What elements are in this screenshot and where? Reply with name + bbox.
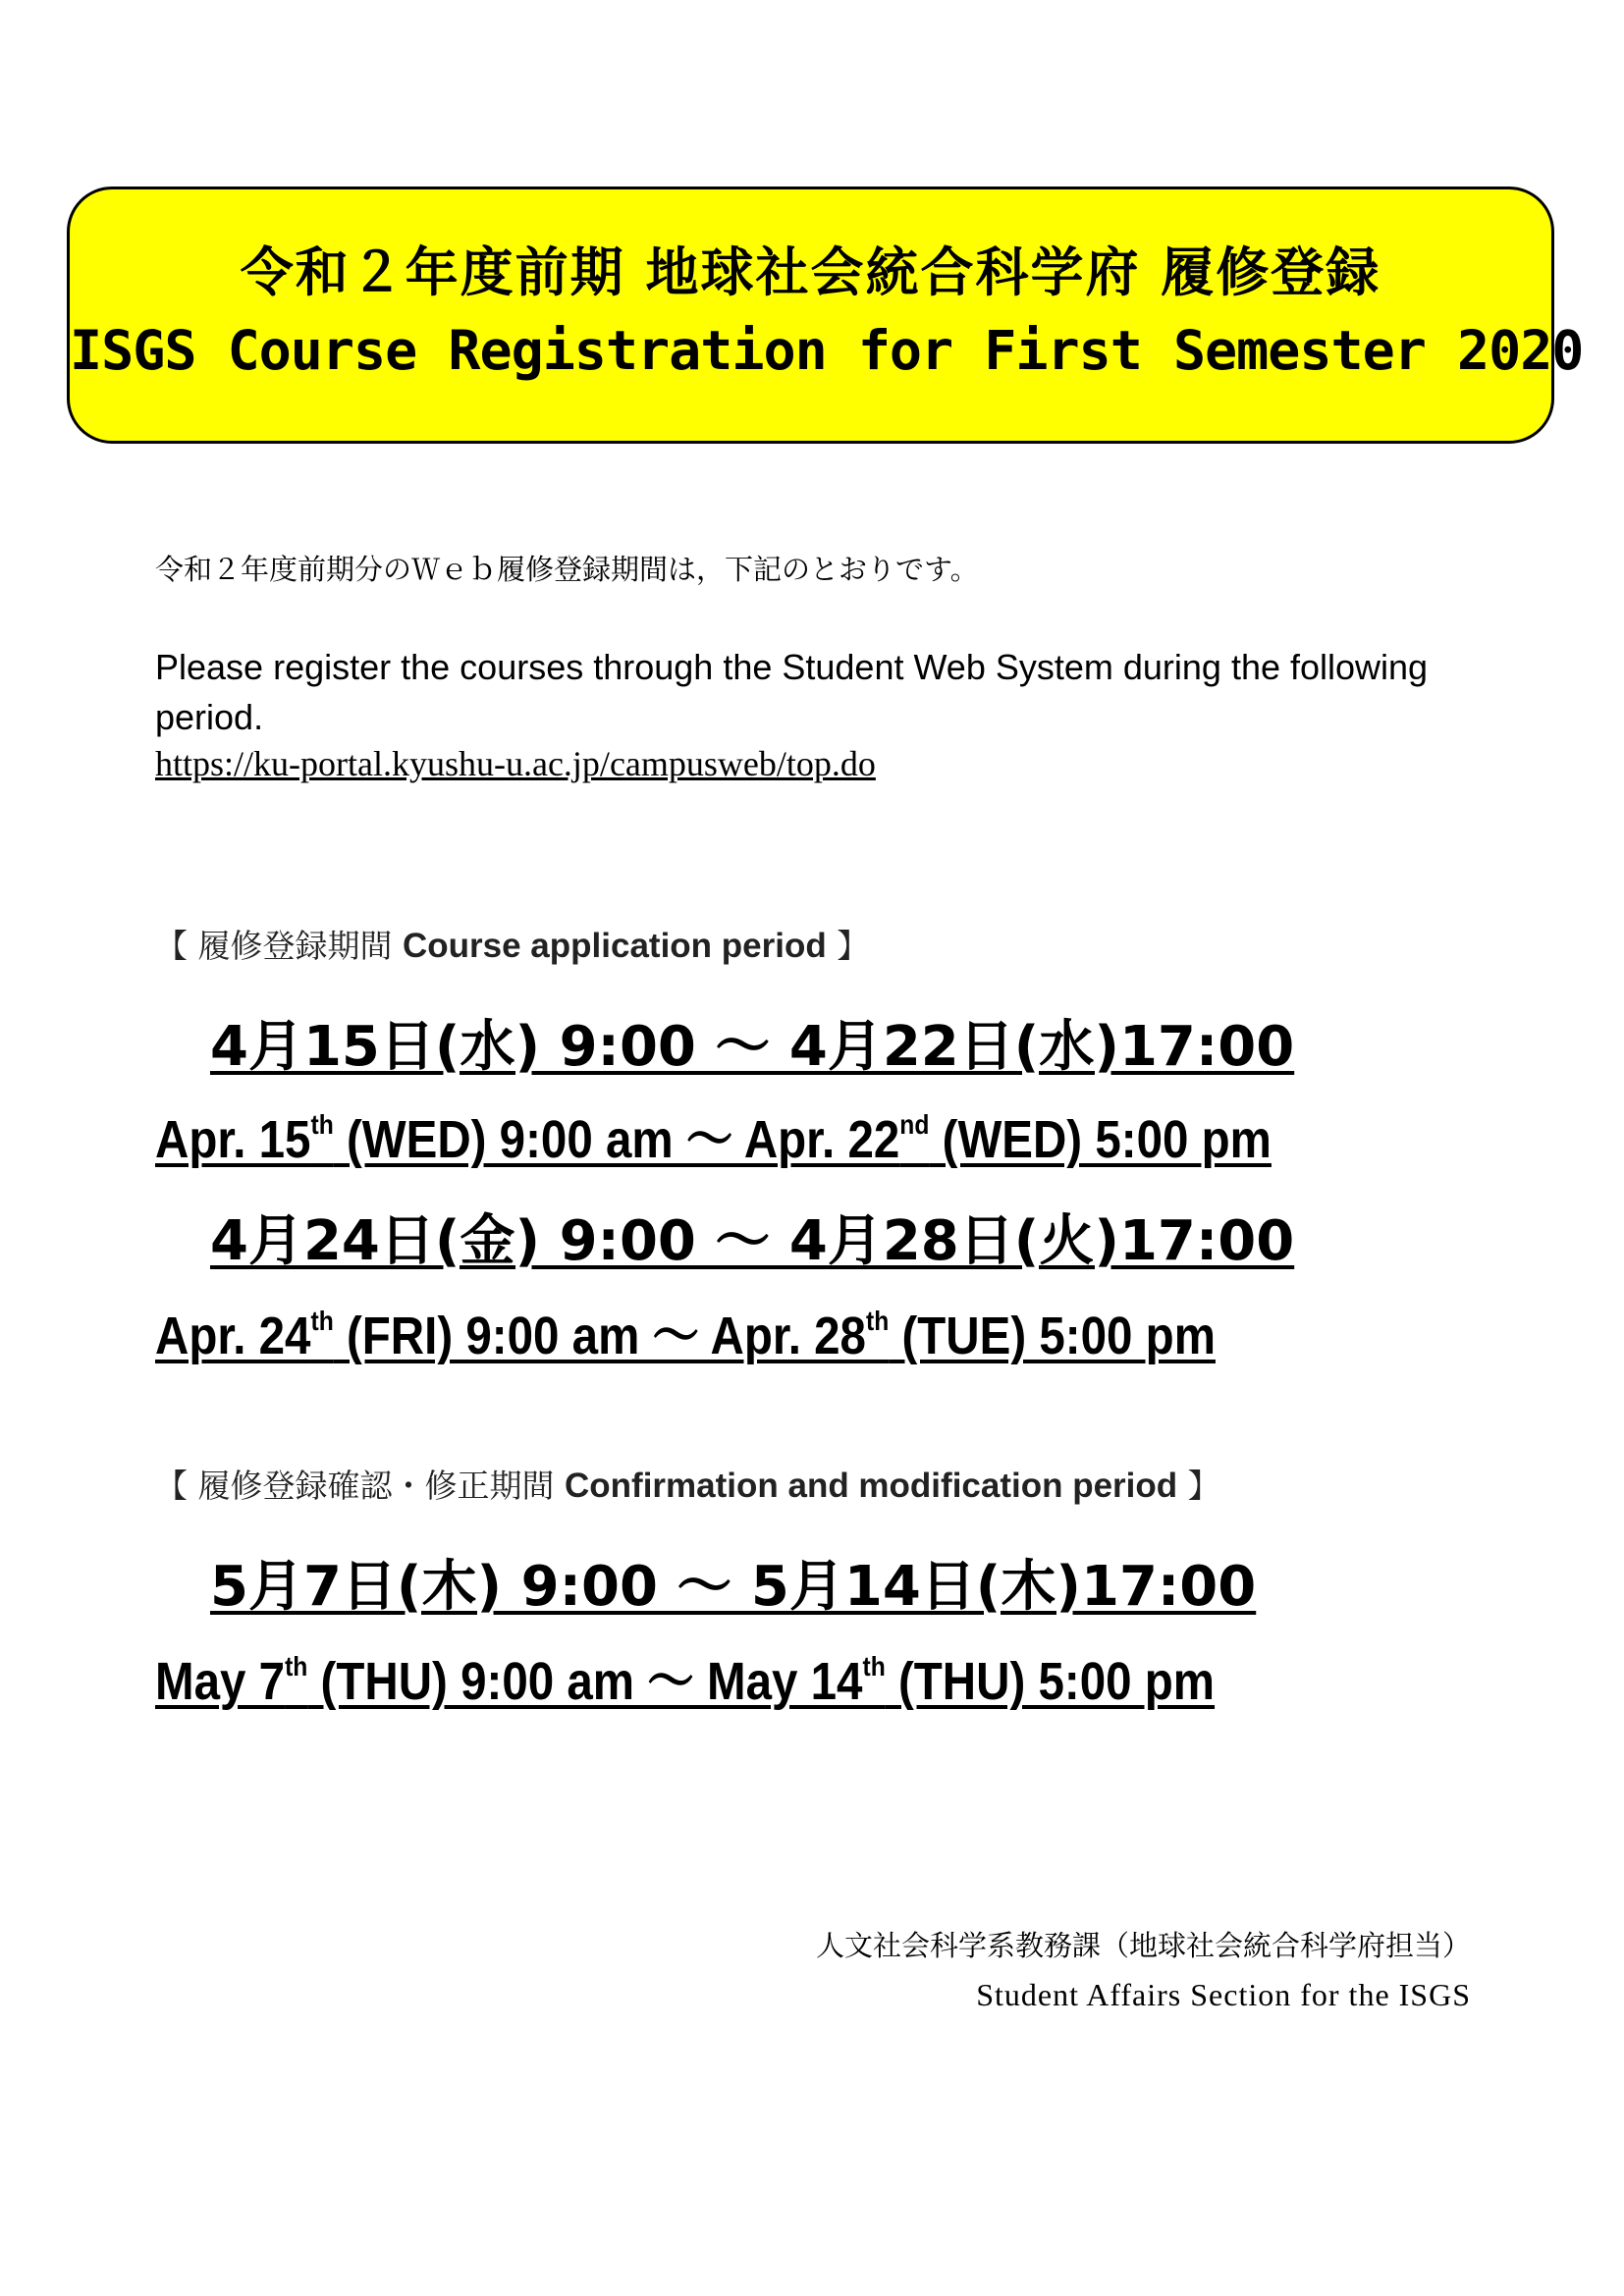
application-period-1-japanese: 4月15日(水) 9:00 ～ 4月22日(水)17:00 <box>210 1015 1295 1079</box>
application-period-2-japanese: 4月24日(金) 9:00 ～ 4月28日(火)17:00 <box>210 1209 1295 1273</box>
application-period-1-english: Apr. 15th (WED) 9:00 am ～ Apr. 22nd (WED) 5:00 pm <box>155 1109 1272 1169</box>
title-english: ISGS Course Registration for First Semester 2020 <box>70 319 1584 382</box>
application-period-2-english: Apr. 24th (FRI) 9:00 am ～ Apr. 28th (TUE) 5:00 pm <box>155 1306 1216 1365</box>
heading-japanese: 履修登録確認・修正期間 <box>197 1467 555 1505</box>
heading-english: Confirmation and modification period <box>565 1467 1178 1505</box>
intro-japanese: 令和２年度前期分のＷｅｂ履修登録期間は，下記のとおりです。 <box>155 553 979 586</box>
confirmation-period-english: May 7th (THU) 9:00 am ～ May 14th (THU) 5:00 pm <box>155 1651 1216 1711</box>
heading-bracket-open: 【 <box>155 927 188 965</box>
confirmation-period-heading <box>155 1461 1220 1507</box>
confirmation-period-japanese: 5月7日(木) 9:00 ～ 5月14日(木)17:00 <box>210 1555 1257 1619</box>
application-period-heading <box>155 921 869 967</box>
heading-japanese: 履修登録期間 <box>197 927 393 965</box>
title-box <box>67 187 1584 444</box>
heading-bracket-close: 】 <box>1187 1467 1220 1505</box>
intro-english: Please register the courses through the Student Web System during the following period. <box>155 647 1429 737</box>
heading-bracket-close: 】 <box>837 927 870 965</box>
heading-english: Course application period <box>403 927 827 965</box>
title-japanese: 令和２年度前期 地球社会統合科学府 履修登録 <box>240 241 1381 303</box>
office-name-english: Student Affairs Section for the ISGS <box>976 1977 1471 2012</box>
portal-link[interactable]: https://ku-portal.kyushu-u.ac.jp/campusweb/top.do <box>155 744 876 783</box>
office-name-japanese: 人文社会科学系教務課（地球社会統合科学府担当） <box>815 1929 1471 1962</box>
heading-bracket-open: 【 <box>155 1467 188 1505</box>
